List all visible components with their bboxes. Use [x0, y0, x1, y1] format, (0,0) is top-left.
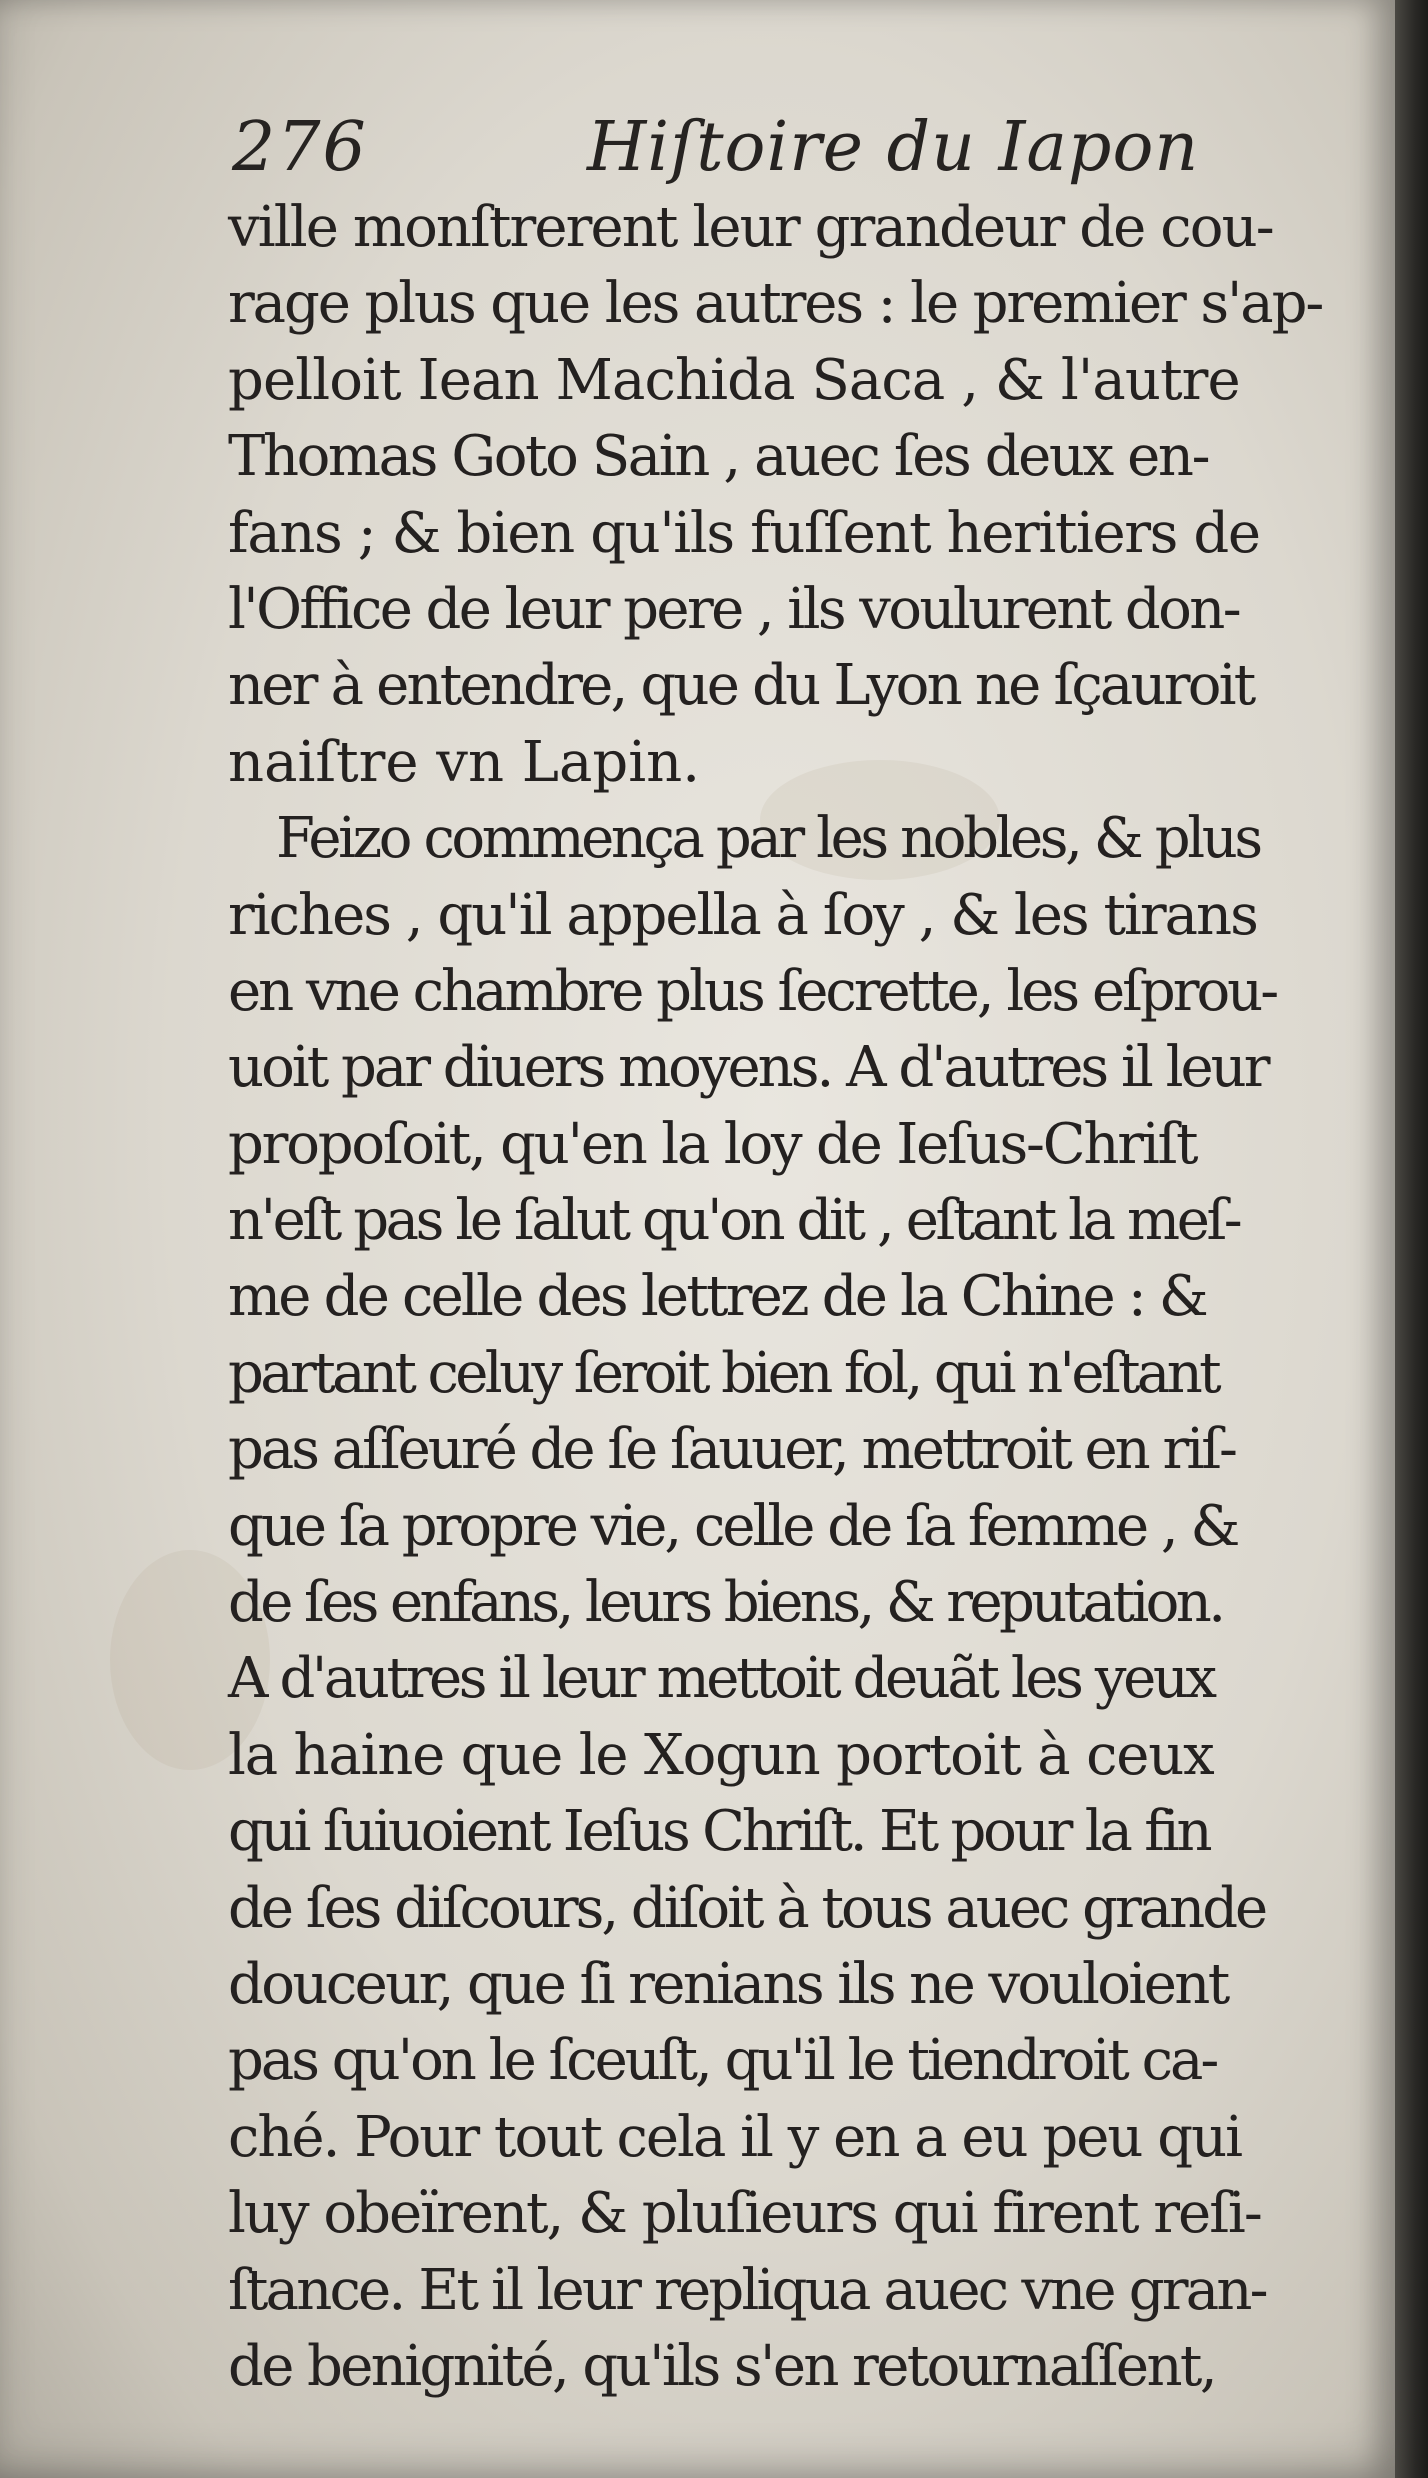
text-line: que ſa propre vie, celle de ſa femme , & — [228, 1493, 1238, 1559]
text-line: me de celle des lettrez de la Chine : & — [228, 1264, 1206, 1330]
text-line: A d'autres il leur mettoit deuãt les yeux — [228, 1646, 1214, 1712]
paragraph-start-line: Feizo commença par les nobles, & plus — [276, 806, 1260, 872]
text-line: qui ſuiuoient Ieſus Chriſt. Et pour la fin — [228, 1799, 1210, 1865]
text-line: la haine que le Xogun portoit à ceux — [228, 1722, 1214, 1788]
text-line: ville monſtrerent leur grandeur de cou- — [228, 195, 1273, 260]
text-line: partant celuy ſeroit bien fol, qui n'eſtant — [228, 1340, 1219, 1406]
text-line: uoit par diuers moyens. A d'autres il leur — [228, 1035, 1268, 1101]
text-line: ſtance. Et il leur repliqua auec vne gran- — [228, 2257, 1266, 2323]
text-line: naiſtre vn Lapin. — [228, 729, 701, 795]
running-title: Hiſtoire du Iapon — [587, 108, 1200, 187]
text-line: douceur, que ſi renians ils ne vouloient — [228, 1951, 1228, 2017]
page-header — [232, 108, 1332, 198]
text-line: fans ; & bien qu'ils fuſſent heritiers de — [228, 500, 1260, 566]
text-line: riches , qu'il appella à ſoy , & les tirans — [228, 882, 1257, 948]
text-line: l'Office de leur pere , ils voulurent don- — [228, 576, 1240, 642]
book-gutter — [1395, 0, 1428, 2478]
text-line: de ſes diſcours, diſoit à tous auec grande — [228, 1875, 1266, 1941]
text-line: de benignité, qu'ils s'en retournaſſent, — [228, 2333, 1216, 2399]
text-line: de ſes enfans, leurs biens, & reputation. — [228, 1570, 1223, 1636]
text-line: propoſoit, qu'en la loy de Ieſus-Chriſt — [228, 1111, 1197, 1177]
text-line: pas qu'on le ſceuſt, qu'il le tiendroit ca- — [228, 2028, 1217, 2094]
body-text — [228, 190, 1358, 2405]
text-line: ner à entendre, que du Lyon ne ſçauroit — [228, 653, 1254, 719]
text-line: rage plus que les autres : le premier s'ap- — [228, 271, 1323, 337]
text-line: ché. Pour tout cela il y en a eu peu qui — [228, 2104, 1242, 2170]
page-number: 276 — [232, 108, 368, 187]
text-line: pas aſſeuré de ſe ſauuer, mettroit en riſ- — [228, 1417, 1235, 1483]
text-line: en vne chambre plus ſecrette, les eſprou- — [228, 958, 1277, 1024]
text-line: luy obeïrent, & pluſieurs qui firent reſi- — [228, 2181, 1261, 2247]
text-line: pelloit Iean Machida Saca , & l'autre — [228, 347, 1240, 413]
text-line: Thomas Goto Sain , auec ſes deux en- — [228, 424, 1209, 490]
text-line: n'eſt pas le ſalut qu'on dit , eſtant la meſ- — [228, 1188, 1240, 1254]
